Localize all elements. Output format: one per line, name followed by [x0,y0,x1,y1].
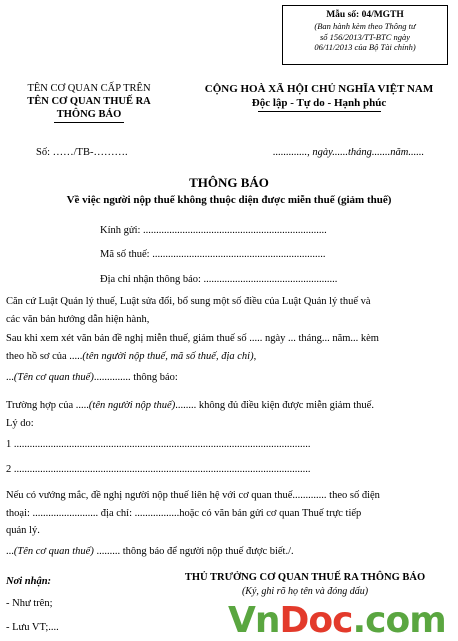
form-note-line-3: 06/11/2013 của Bộ Tài chính) [314,42,416,52]
taxpayer-name-placeholder: (tên người nộp thuế) [88,400,176,411]
signature-note: (Ký, ghi rõ họ tên và đóng dấu) [241,586,369,597]
review-line-1: Sau khi xem xét văn bản đề nghị miễn thuế, giảm thuế số ..... ngày ... tháng... năm... kèm [6,333,379,344]
taxpayer-info-placeholder: (tên người nộp thuế, mã số thuế, địa chỉ) [82,350,254,362]
addressee-tax-code: Mã số thuế: .................................................................. [100,249,326,260]
document-title: THÔNG BÁO [189,175,269,190]
announce-suffix: .............. thông báo: [93,372,178,383]
form-code-box [282,5,448,65]
closing-suffix: ......... thông báo để người nộp thuế được biết./. [93,546,294,557]
review-line-2-end: , [253,350,257,362]
reason-line-1: 1 ................................................................................................................. [6,439,311,450]
addressee-to: Kính gửi: ...................................................................... [100,225,327,236]
recipients-label: Nơi nhận: [6,576,52,587]
paragraph-announce [6,369,446,387]
issuing-agency-line-2: THÔNG BÁO [56,109,122,120]
issuing-agency-line-1: TÊN CƠ QUAN THUẾ RA [27,96,151,107]
parent-agency: TÊN CƠ QUAN CẤP TRÊN [27,83,151,94]
country-name: CỘNG HOÀ XÃ HỘI CHỦ NGHĨA VIỆT NAM [204,83,434,95]
reason-label: Lý do: [6,417,34,429]
watermark-part-3: .com [352,600,446,641]
review-line-2-text: theo hồ sơ của ..... [6,350,83,362]
paragraph-contact [6,487,446,540]
signature-title: THỦ TRƯỞNG CƠ QUAN THUẾ RA THÔNG BÁO [184,572,426,583]
watermark-part-1: Vn [228,600,280,641]
contact-line-2: thoại: ......................... địa chỉ: .................hoặc có văn bản gửi cơ quan Thuế trực tiếp [6,507,362,519]
case-suffix: ........ không đủ điều kiện được miễn giảm thuế. [175,400,374,411]
closing-prefix: ... [6,546,14,557]
addressee-address: Địa chỉ nhận thông báo: ................................................... [100,274,338,285]
review-line-2 [6,348,446,366]
case-line-1 [6,397,446,415]
paragraph-review [6,330,446,365]
paragraph-case [6,397,446,432]
form-note-line-1: (Ban hành kèm theo Thông tư [314,21,416,31]
recipient-item-2: - Lưu VT;.... [6,622,59,633]
paragraph-legal-basis [6,293,446,328]
issue-date: ............., ngày......tháng.......năm...... [273,147,425,158]
closing-tax-office-placeholder: (Tên cơ quan thuế) [13,546,94,557]
form-code: Mẫu số: 04/MGTH [326,10,404,20]
legal-basis-line-2: các văn bản hướng dẫn hiện hành, [6,313,150,325]
recipient-item-1: - Như trên; [6,598,53,609]
vndoc-watermark-logo [228,600,446,641]
tax-office-placeholder: (Tên cơ quan thuế) [13,372,94,383]
national-motto: Độc lập - Tự do - Hạnh phúc [251,97,387,109]
document-subtitle: Về việc người nộp thuế không thuộc diện được miễn thuế (giảm thuế) [66,194,392,206]
document-number: Số: ……/TB-………. [36,147,128,158]
contact-line-1: Nếu có vướng mắc, đề nghị người nộp thuế liên hệ với cơ quan thuế............. theo số điện [6,490,380,501]
case-prefix: Trường hợp của ..... [6,400,89,411]
motto-underline [258,111,381,112]
left-header-underline [54,122,124,123]
announce-prefix: ... [6,372,14,383]
paragraph-closing [6,543,446,561]
watermark-part-2: Doc [279,600,353,641]
contact-line-3: quản lý. [6,525,40,536]
reason-line-2: 2 ................................................................................................................. [6,464,311,475]
legal-basis-line-1: Căn cứ Luật Quản lý thuế, Luật sửa đổi, bổ sung một số điều của Luật Quản lý thuế và [6,296,371,307]
form-note-line-2: số 156/2013/TT-BTC ngày [319,31,411,42]
